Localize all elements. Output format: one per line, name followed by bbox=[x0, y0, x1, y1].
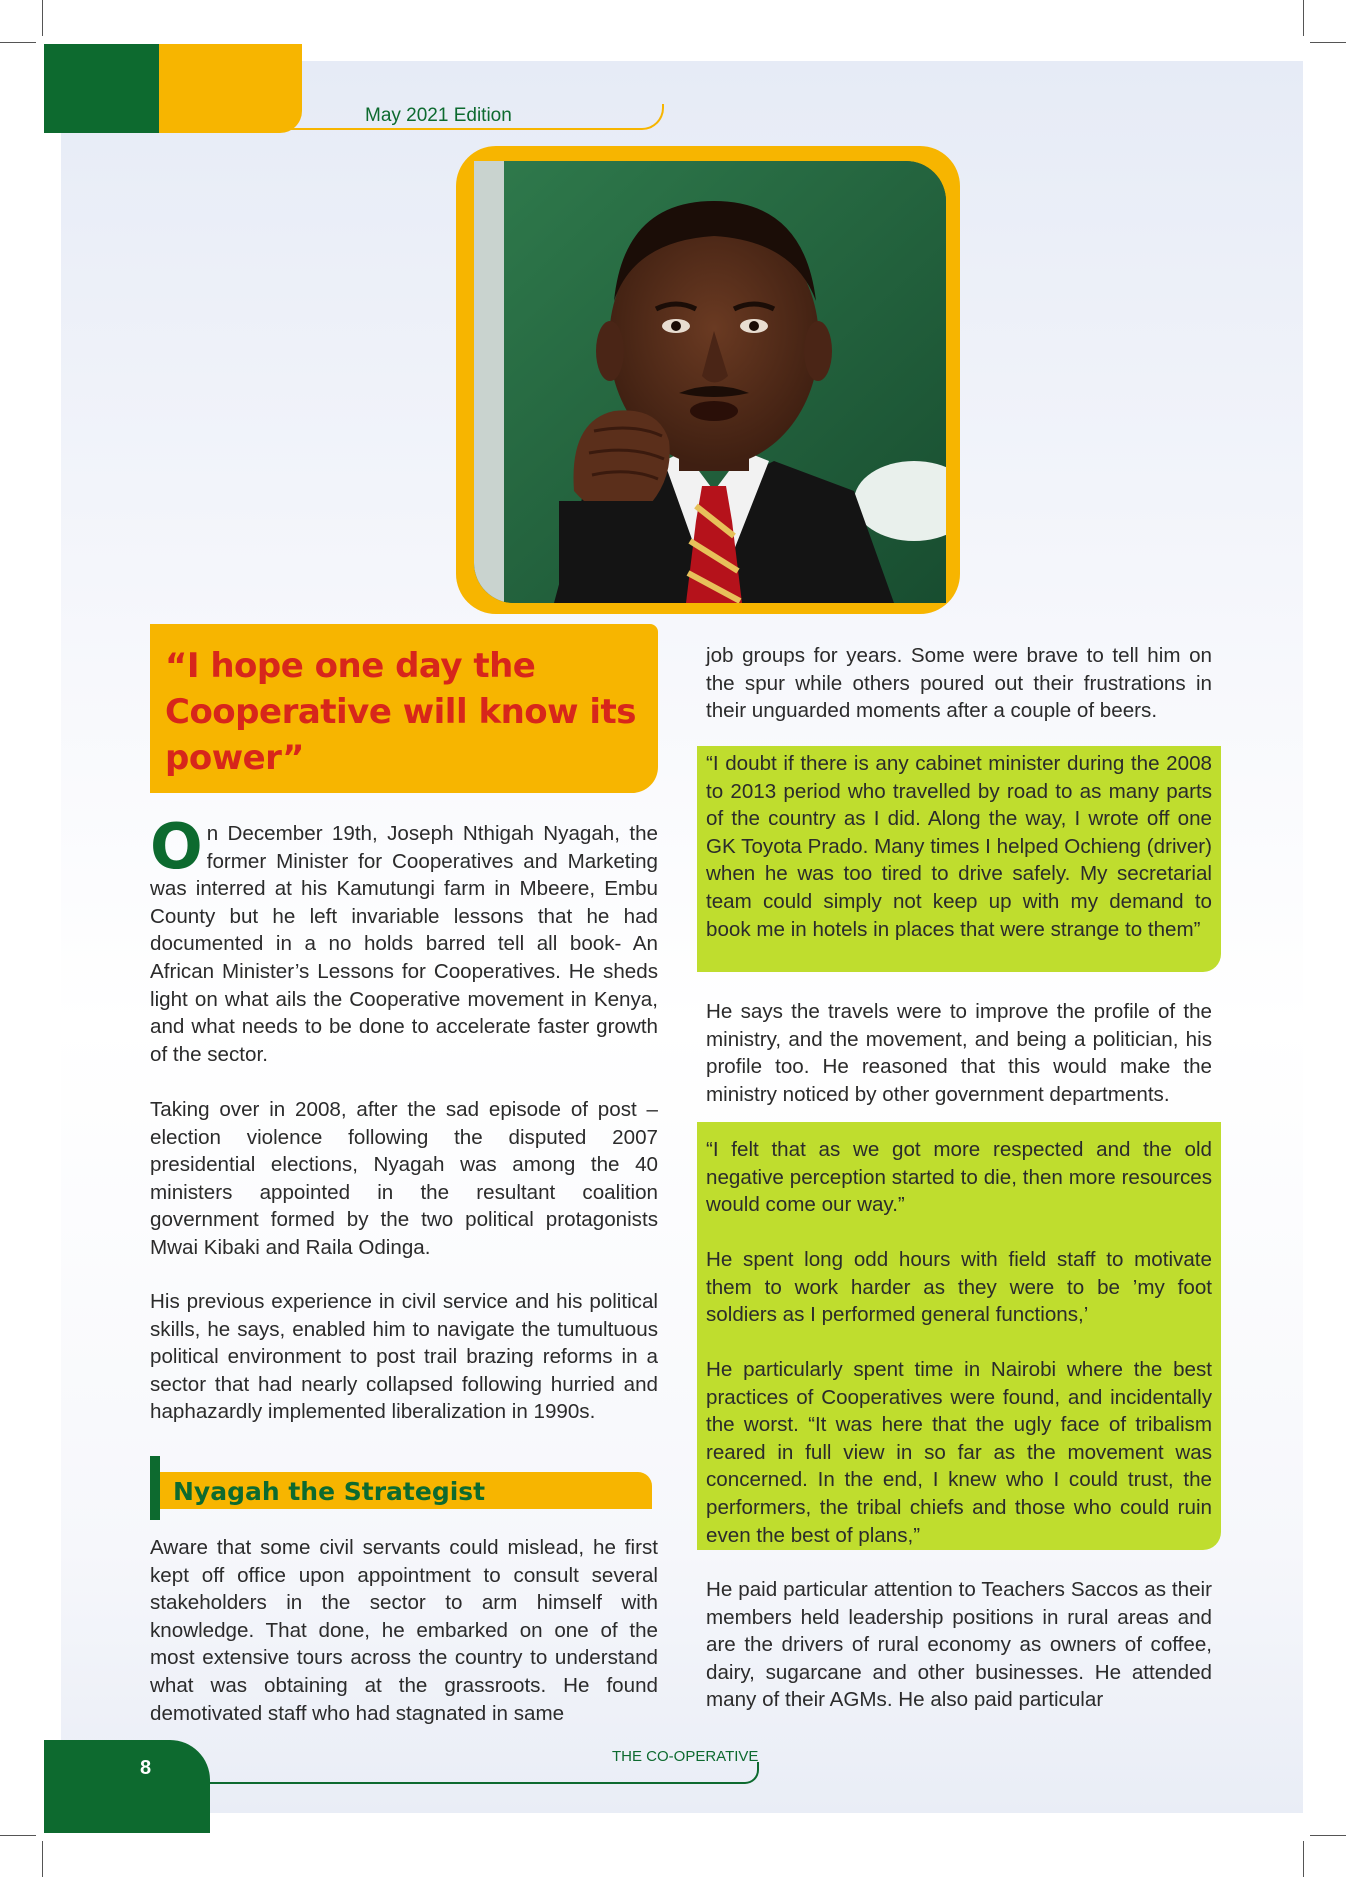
subheading-bar bbox=[150, 1456, 160, 1520]
right-column-quote2b bbox=[706, 1246, 1212, 1329]
publication-name: THE CO-OPERATIVE bbox=[612, 1748, 759, 1765]
left-column bbox=[150, 810, 658, 1068]
paragraph: His previous experience in civil service and his political skills, he says, enabled him to navigate the tumultuous political environment to post trail brazing reforms in a sector that had nearly collapsed following hurried and haphazardly implemented liberalization in 1990s. bbox=[150, 1290, 658, 1424]
headline: “I hope one day the Cooperative will know its power” bbox=[165, 646, 637, 778]
pull-quote: “I doubt if there is any cabinet minister during the 2008 to 2013 period who travelled by road to as many parts of the country as I did. Along the way, I wrote off one GK Toyota Prado. Many times I helped Ochieng (driver) when he was too tired to drive safely. My secretarial team could simply not keep up with my demand to book me in hotels in places that were strange to them” bbox=[706, 752, 1212, 941]
paragraph: job groups for years. Some were brave to tell him on the spur while others poured out their frustrations in their unguarded moments after a couple of beers. bbox=[706, 644, 1212, 723]
pull-quote: He particularly spent time in Nairobi where the best practices of Cooperatives were found, and incidentally the worst. “It was here that the ugly face of tribalism reared in full view in so far as the movement was concerned. In the end, I knew who I could trust, the performers, the tribal chiefs and those who could ruin even the best of plans,” bbox=[706, 1358, 1212, 1547]
pull-quote: “I felt that as we got more respected and the old negative perception started to die, then more resources would come our way.” bbox=[706, 1138, 1212, 1217]
left-column-p3 bbox=[150, 1288, 658, 1426]
paragraph: Taking over in 2008, after the sad episode of post –election violence following the disputed 2007 presidential elections, Nyagah was among the 40 ministers appointed in the resultant coalition government formed by the two political protagonists Mwai Kibaki and Raila Odinga. bbox=[150, 1098, 658, 1259]
header-yellow-tab bbox=[159, 44, 302, 133]
left-column-p2 bbox=[150, 1096, 658, 1262]
subheading: Nyagah the Strategist bbox=[173, 1477, 486, 1506]
crop-mark bbox=[1303, 0, 1304, 36]
footer-rule bbox=[205, 1762, 759, 1784]
right-column-quote2a bbox=[706, 1136, 1212, 1219]
intro-paragraph: On December 19th, Joseph Nthigah Nyagah, the former Minister for Cooperatives and Marketing was interred at his Kamutungi farm in Mbeere, Embu County but he left invariable lessons that he had documented in a no holds barred tell all book- An African Minister’s Lessons for Cooperatives. He sheds light on what ails the Cooperative movement in Kenya, and what needs to be done to accelerate faster growth of the sector. bbox=[150, 810, 658, 1066]
paragraph: He paid particular attention to Teachers Saccos as their members held leadership positions in rural areas and are the drivers of rural economy as owners of coffee, dairy, sugarcane and other businesses. He attended many of their AGMs. He also paid particular bbox=[706, 1578, 1212, 1712]
right-column-p2 bbox=[706, 998, 1212, 1108]
dropcap: O bbox=[150, 810, 203, 883]
right-column-p1 bbox=[706, 642, 1212, 725]
paragraph: Aware that some civil servants could mislead, he first kept off office upon appointment to consult several stakeholders in the sector to arm himself with knowledge. That done, he embarked on one of the most extensive tours across the country to understand what was obtaining at the grassroots. He found demotivated staff who had stagnated in same bbox=[150, 1536, 658, 1725]
right-column-quote2c bbox=[706, 1356, 1212, 1549]
right-column-p3 bbox=[706, 1576, 1212, 1714]
header-green-tab bbox=[44, 44, 159, 133]
crop-mark bbox=[1303, 1841, 1304, 1877]
crop-mark bbox=[42, 0, 43, 36]
left-column-p4 bbox=[150, 1534, 658, 1727]
crop-mark bbox=[0, 42, 36, 43]
paragraph: He says the travels were to improve the profile of the ministry, and the movement, and being a politician, his profile too. He reasoned that this would make the ministry noticed by other government departments. bbox=[706, 1000, 1212, 1106]
crop-mark bbox=[1310, 1835, 1346, 1836]
right-column-quote1 bbox=[706, 750, 1212, 943]
page-number: 8 bbox=[140, 1757, 152, 1779]
edition-label: May 2021 Edition bbox=[365, 105, 512, 126]
pull-quote: He spent long odd hours with field staff to motivate them to work harder as they were to be ’my foot soldiers as I performed general functions,’ bbox=[706, 1248, 1212, 1327]
crop-mark bbox=[42, 1841, 43, 1877]
crop-mark bbox=[0, 1835, 36, 1836]
portrait-photo bbox=[474, 161, 946, 603]
footer-green-tab bbox=[44, 1740, 210, 1833]
crop-mark bbox=[1310, 42, 1346, 43]
